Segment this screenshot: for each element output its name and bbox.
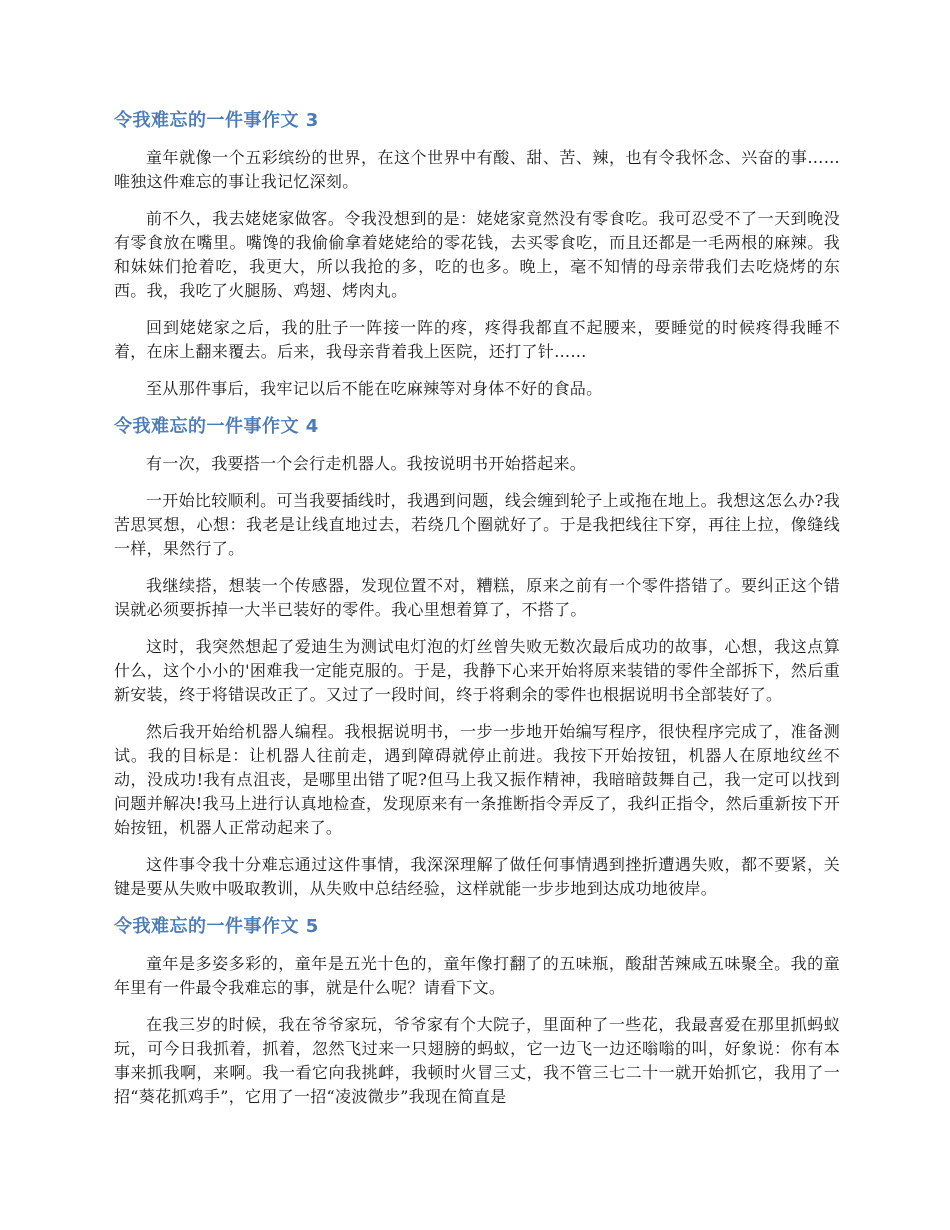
section-heading: 令我难忘的一件事作文 4 bbox=[114, 416, 319, 437]
paragraph: 童年就像一个五彩缤纷的世界，在这个世界中有酸、甜、苦、辣，也有令我怀念、兴奋的事……唯独这件难忘的事让我记忆深刻。 bbox=[114, 148, 840, 191]
essay-section-4 bbox=[114, 414, 840, 901]
section-heading: 令我难忘的一件事作文 5 bbox=[114, 916, 319, 937]
paragraph: 一开始比较顺利。可当我要插线时，我遇到问题，线会缠到轮子上或拖在地上。我想这怎么办?我苦思冥想，心想：我老是让线直地过去，若绕几个圈就好了。于是我把线往下穿，再往上拉，像缝线一样，果然行了。 bbox=[114, 491, 840, 558]
paragraph: 我继续搭，想装一个传感器，发现位置不对，糟糕，原来之前有一个零件搭错了。要纠正这个错误就必须要拆掉一大半已装好的零件。我心里想着算了，不搭了。 bbox=[114, 576, 840, 619]
essay-section-5 bbox=[114, 914, 840, 1109]
essay-section-3 bbox=[114, 108, 840, 401]
paragraph: 回到姥姥家之后，我的肚子一阵接一阵的疼，疼得我都直不起腰来，要睡觉的时候疼得我睡不着，在床上翻来覆去。后来，我母亲背着我上医院，还打了针…… bbox=[114, 318, 840, 361]
paragraph: 这件事令我十分难忘通过这件事情，我深深理解了做任何事情遇到挫折遭遇失败，都不要紧，关键是要从失败中吸取教训，从失败中总结经验，这样就能一步步地到达成功地彼岸。 bbox=[114, 855, 840, 898]
document-page bbox=[114, 108, 840, 1122]
paragraph: 在我三岁的时候，我在爷爷家玩，爷爷家有个大院子，里面种了一些花，我最喜爱在那里抓蚂蚁玩，可今日我抓着，抓着，忽然飞过来一只翅膀的蚂蚁，它一边飞一边还嗡嗡的叫，好象说：你有本事来抓我啊，来啊。我一看它向我挑衅，我顿时火冒三丈，我不管三七二十一就开始抓它，我用了一招“葵花抓鸡手”，它用了一招“凌波微步”我现在简直是 bbox=[114, 1015, 840, 1106]
paragraph: 有一次，我要搭一个会行走机器人。我按说明书开始搭起来。 bbox=[146, 454, 587, 473]
section-heading: 令我难忘的一件事作文 3 bbox=[114, 110, 319, 131]
paragraph: 童年是多姿多彩的，童年是五光十色的，童年像打翻了的五味瓶，酸甜苦辣咸五味聚全。我的童年里有一件最令我难忘的事，就是什么呢？请看下文。 bbox=[114, 954, 840, 997]
paragraph: 然后我开始给机器人编程。我根据说明书，一步一步地开始编写程序，很快程序完成了，准备测试。我的目标是：让机器人往前走，遇到障碍就停止前进。我按下开始按钮，机器人在原地纹丝不动，没成功!我有点沮丧，是哪里出错了呢?但马上我又振作精神，我暗暗鼓舞自己，我一定可以找到问题并解决!我马上进行认真地检查，发现原来有一条推断指令弄反了，我纠正指令，然后重新按下开始按钮，机器人正常动起来了。 bbox=[114, 722, 840, 837]
paragraph: 这时，我突然想起了爱迪生为测试电灯泡的灯丝曾失败无数次最后成功的故事，心想，我这点算什么，这个小小的'困难我一定能克服的。于是，我静下心来开始将原来装错的零件全部拆下，然后重新安装，终于将错误改正了。又过了一段时间，终于将剩余的零件也根据说明书全部装好了。 bbox=[114, 637, 840, 704]
paragraph: 前不久，我去姥姥家做客。令我没想到的是：姥姥家竟然没有零食吃。我可忍受不了一天到晚没有零食放在嘴里。嘴馋的我偷偷拿着姥姥给的零花钱，去买零食吃，而且还都是一毛两根的麻辣。我和妹妹们抢着吃，我更大，所以我抢的多，吃的也多。晚上，毫不知情的母亲带我们去吃烧烤的东西。我，我吃了火腿肠、鸡翅、烤肉丸。 bbox=[114, 209, 840, 300]
paragraph: 至从那件事后，我牢记以后不能在吃麻辣等对身体不好的食品。 bbox=[146, 379, 603, 398]
